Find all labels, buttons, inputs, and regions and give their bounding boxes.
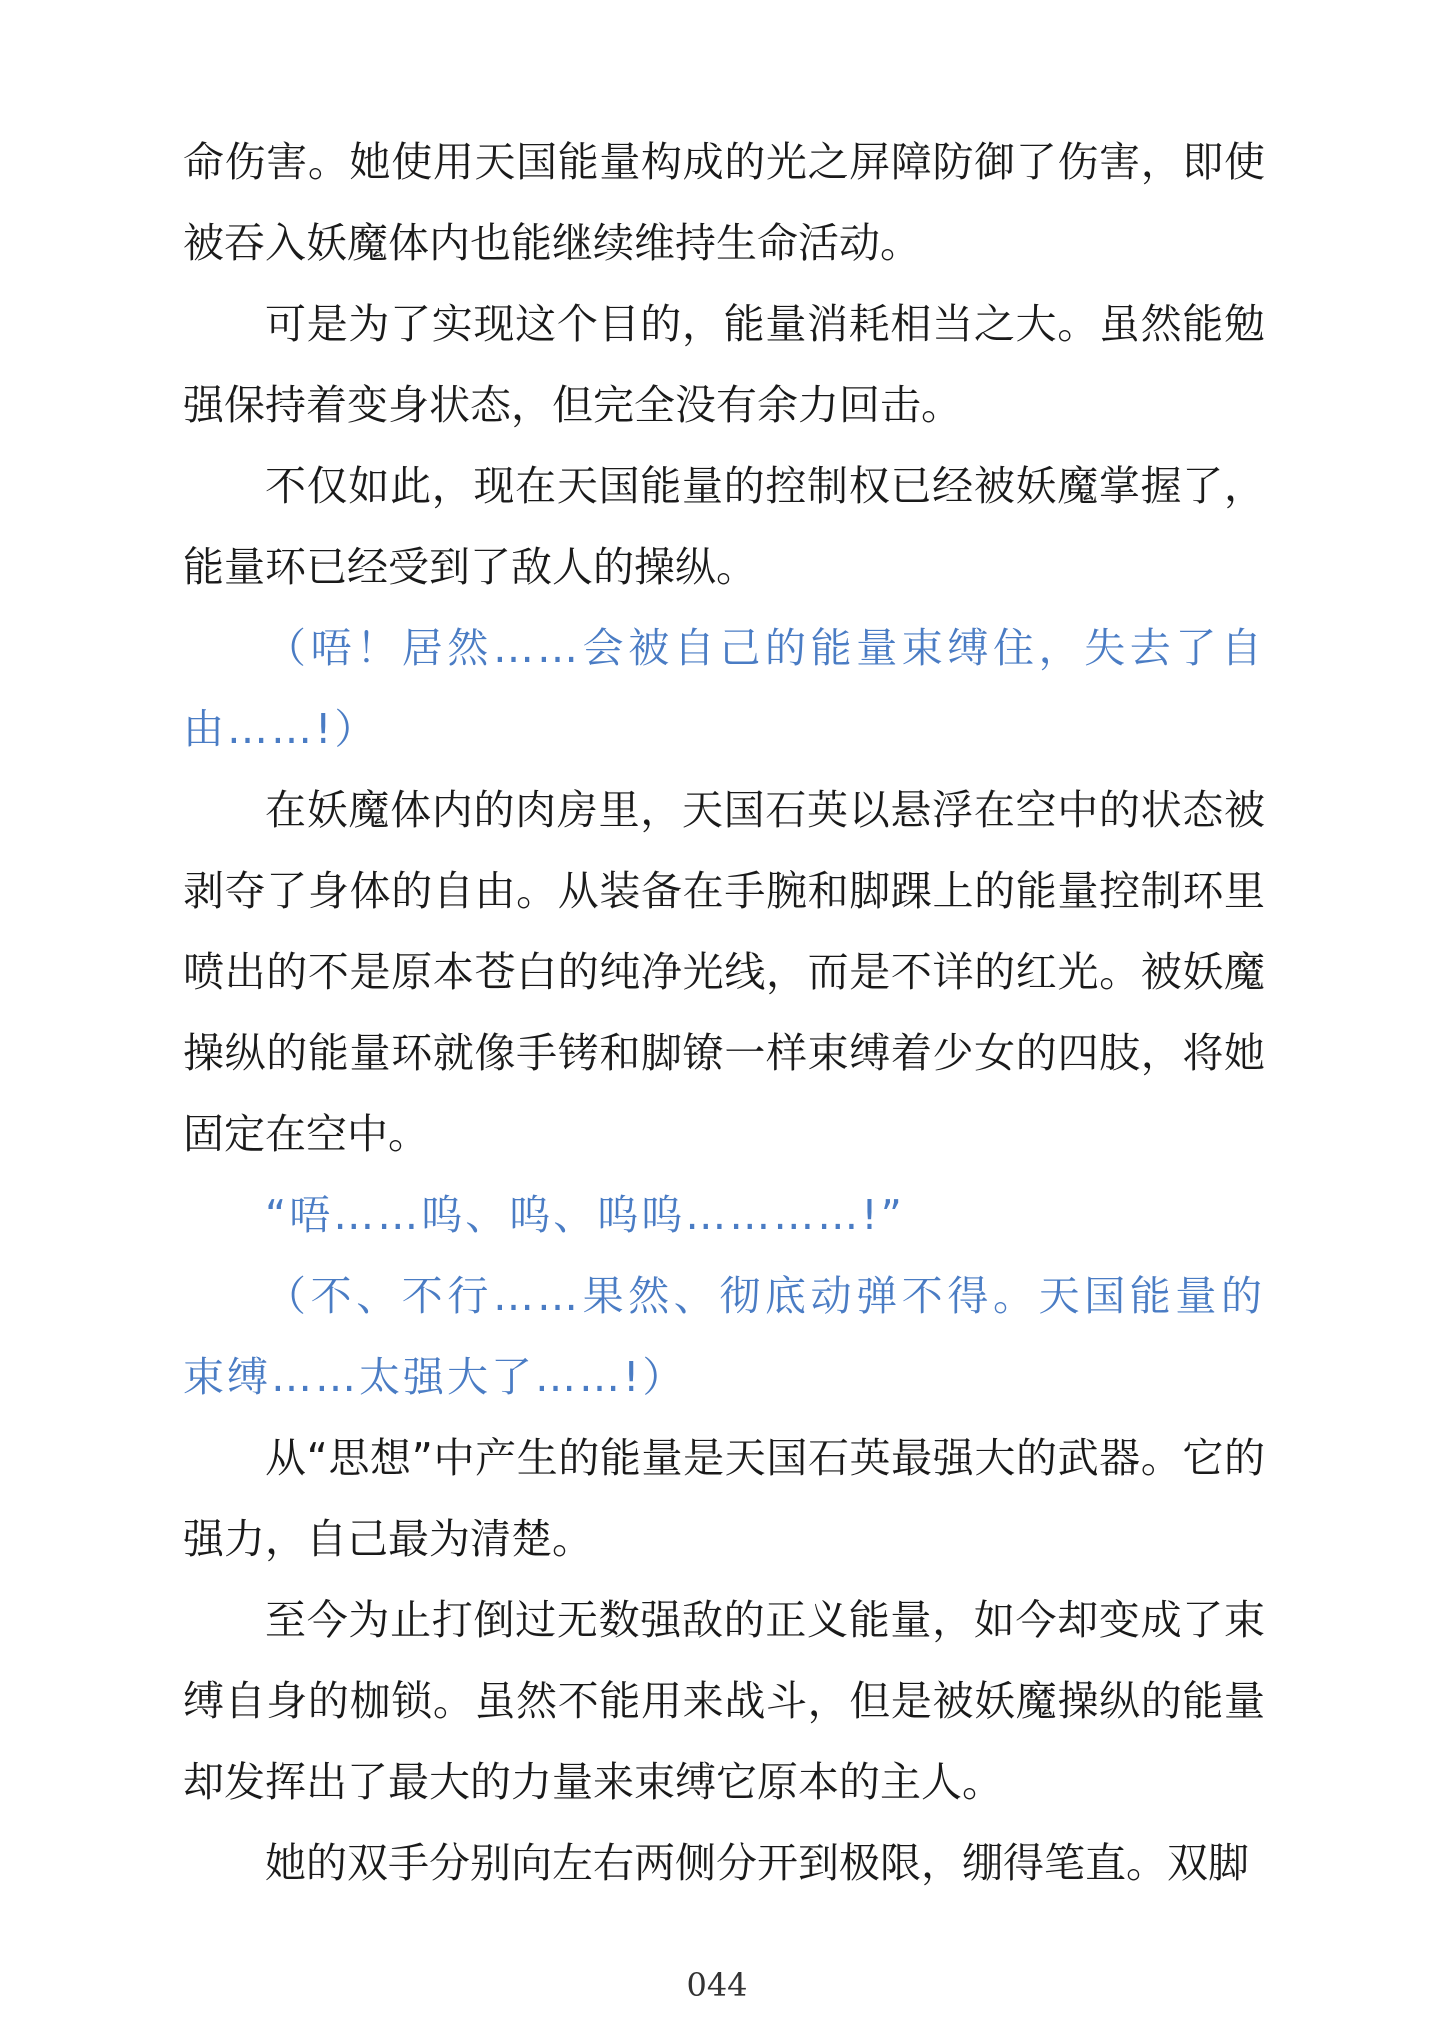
page-number: 044 <box>686 1966 748 2004</box>
paragraph-9: 她的双手分别向左右两侧分开到极限，绷得笔直。双脚 <box>265 1839 1249 1887</box>
page-text-body <box>183 122 1265 1904</box>
dialogue-paragraph-5: “唔……呜、呜、呜呜…………!” <box>265 1191 905 1239</box>
paragraph-1: 可是为了实现这个目的，能量消耗相当之大。虽然能勉强保持着变身状态，但完全没有余力回击。 <box>183 300 1265 429</box>
paragraph-0: 命伤害。她使用天国能量构成的光之屏障防御了伤害，即使被吞入妖魔体内也能继续维持生命活动。 <box>183 138 1265 267</box>
paragraph-7: 从“思想”中产生的能量是天国石英最强大的武器。它的强力，自己最为清楚。 <box>183 1434 1265 1563</box>
paragraph-2: 不仅如此，现在天国能量的控制权已经被妖魔掌握了，能量环已经受到了敌人的操纵。 <box>183 462 1265 591</box>
thought-paragraph-3: （唔！居然……会被自己的能量束缚住，失去了自由……!） <box>183 624 1265 753</box>
paragraph-4: 在妖魔体内的肉房里，天国石英以悬浮在空中的状态被剥夺了身体的自由。从装备在手腕和脚踝上的能量控制环里喷出的不是原本苍白的纯净光线，而是不详的红光。被妖魔操纵的能量环就像手铐和脚镣一样束缚着少女的四肢，将她固定在空中。 <box>183 786 1265 1158</box>
paragraph-8: 至今为止打倒过无数强敌的正义能量，如今却变成了束缚自身的枷锁。虽然不能用来战斗，但是被妖魔操纵的能量却发挥出了最大的力量来束缚它原本的主人。 <box>183 1596 1265 1806</box>
thought-paragraph-6: （不、不行……果然、彻底动弹不得。天国能量的束缚……太强大了……!） <box>183 1272 1265 1401</box>
